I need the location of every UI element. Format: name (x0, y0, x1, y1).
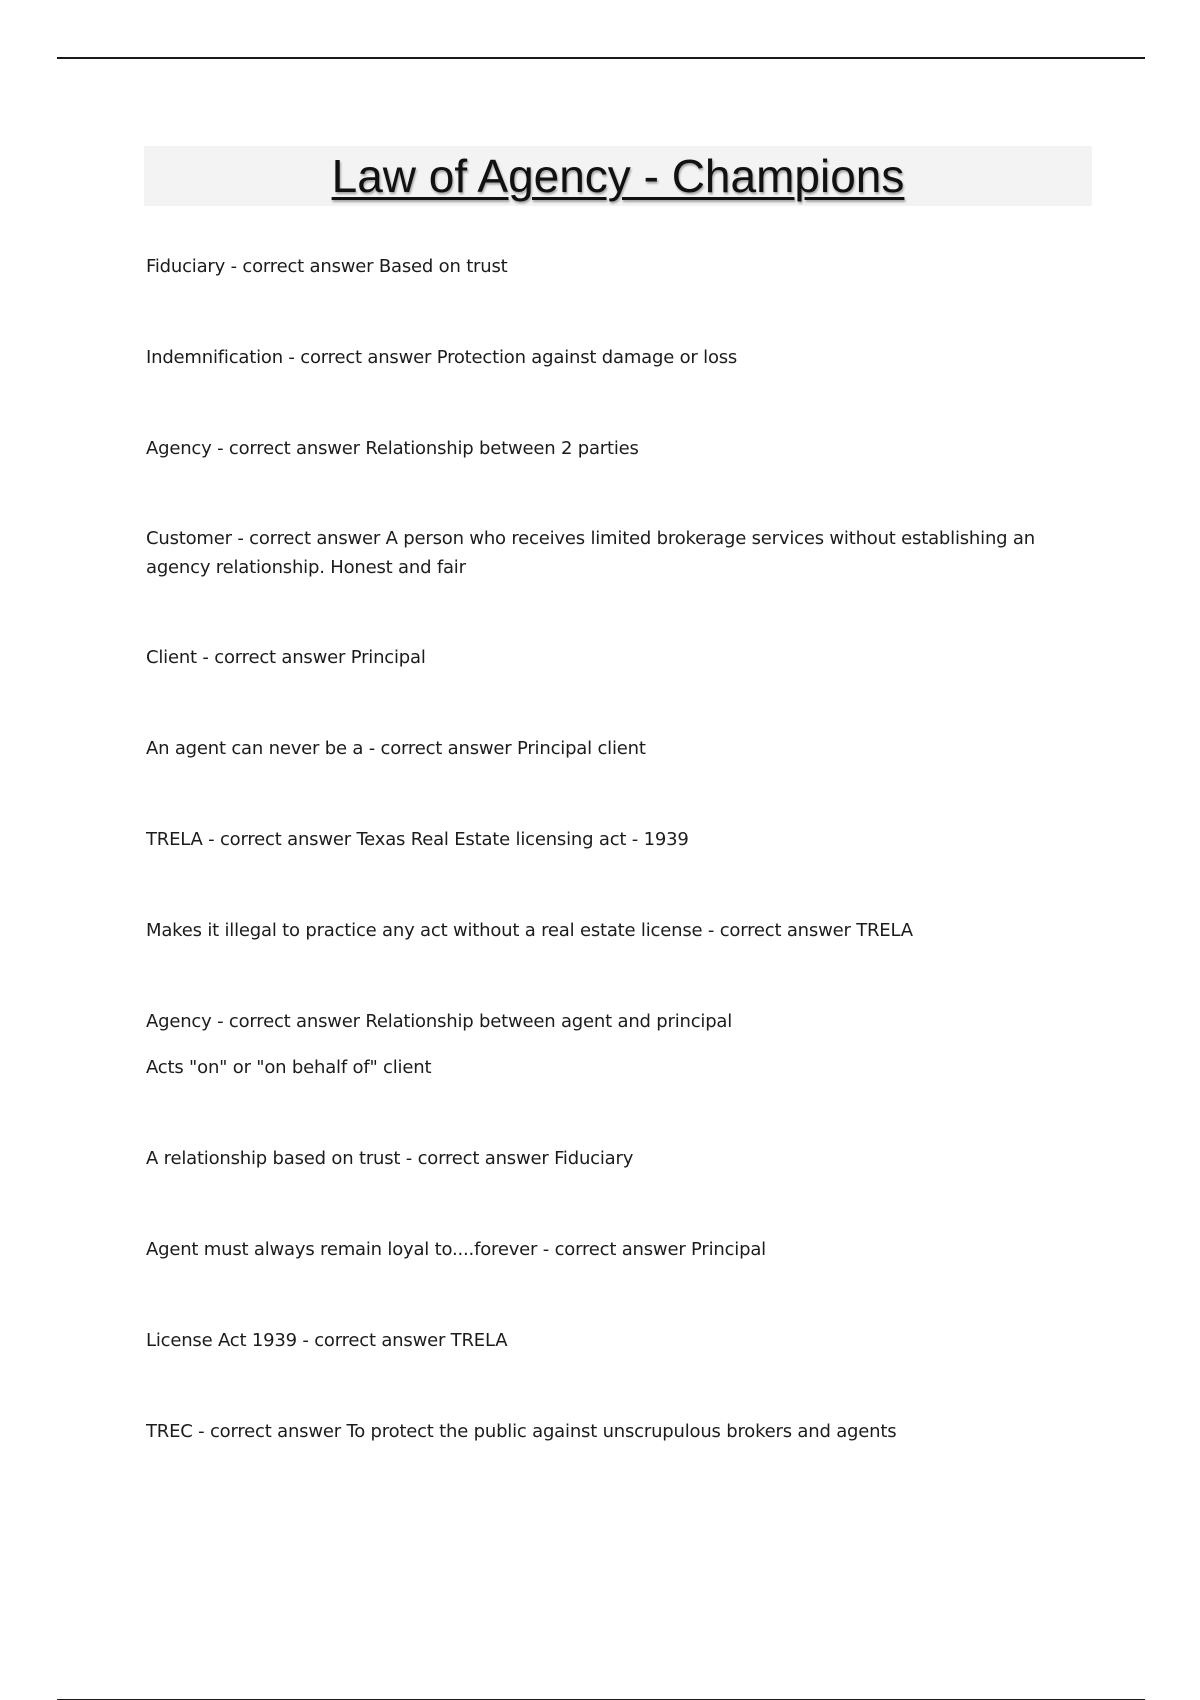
qa-text: TREC - correct answer To protect the public against unscrupulous brokers and agents (146, 1421, 897, 1442)
qa-text: Agent must always remain loyal to....forever - correct answer Principal (146, 1239, 766, 1260)
title-band (144, 146, 1092, 206)
qa-item-trela (146, 825, 1086, 854)
qa-text: A relationship based on trust - correct answer Fiduciary (146, 1148, 634, 1169)
qa-text: Makes it illegal to practice any act without a real estate license - correct answer TRELA (146, 920, 913, 941)
document-title: Law of Agency - Champions (331, 150, 905, 202)
qa-item-agency (146, 434, 1086, 463)
qa-text: An agent can never be a - correct answer Principal client (146, 738, 646, 759)
qa-item-indemnification (146, 343, 1086, 372)
qa-item-customer (146, 524, 1086, 582)
qa-item-illegal-practice (146, 916, 1086, 945)
qa-text: Agency - correct answer Relationship between agent and principal (146, 1011, 733, 1032)
qa-item-license-act (146, 1326, 1086, 1355)
qa-item-relationship-trust (146, 1144, 1086, 1173)
qa-item-fiduciary (146, 252, 1086, 281)
qa-text: Indemnification - correct answer Protection against damage or loss (146, 347, 738, 368)
qa-text: Customer - correct answer A person who receives limited brokerage services without establishing an agency relationship. Honest and fair (146, 528, 1035, 578)
qa-text: Agency - correct answer Relationship between 2 parties (146, 438, 639, 459)
qa-text: Fiduciary - correct answer Based on trust (146, 256, 508, 277)
top-rule (57, 57, 1145, 59)
qa-item-agency-2 (146, 1007, 1086, 1082)
qa-item-agent-never (146, 734, 1086, 763)
qa-text: License Act 1939 - correct answer TRELA (146, 1330, 508, 1351)
qa-item-agent-loyal (146, 1235, 1086, 1264)
qa-text: Client - correct answer Principal (146, 647, 426, 668)
qa-extra-text: Acts "on" or "on behalf of" client (146, 1057, 432, 1078)
qa-item-client (146, 643, 1086, 672)
qa-item-trec (146, 1417, 1086, 1446)
qa-text: TRELA - correct answer Texas Real Estate licensing act - 1939 (146, 829, 689, 850)
